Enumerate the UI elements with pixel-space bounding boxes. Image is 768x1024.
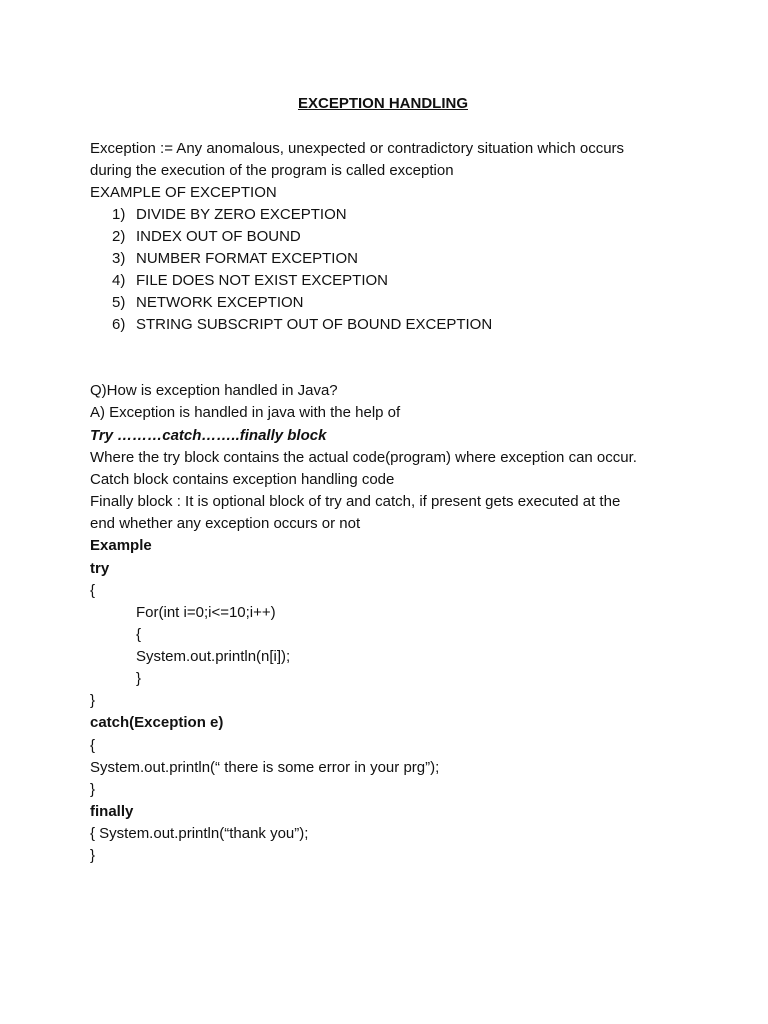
list-item: 6) STRING SUBSCRIPT OUT OF BOUND EXCEPTION <box>112 316 493 333</box>
code-line: { <box>90 582 96 599</box>
code-try-keyword: try <box>90 560 110 577</box>
catch-description: Catch block contains exception handling code <box>90 471 395 488</box>
code-line: } <box>136 670 142 687</box>
list-item: 2) INDEX OUT OF BOUND <box>112 228 301 245</box>
code-catch-keyword: catch(Exception e) <box>90 714 224 731</box>
code-line: System.out.println(n[i]); <box>136 648 291 665</box>
blocks-line: Try ………catch……..finally block <box>90 427 327 444</box>
definition-line-1: Exception := Any anomalous, unexpected or contradictory situation which occurs <box>90 140 625 157</box>
finally-description-2: end whether any exception occurs or not <box>90 515 361 532</box>
question-line: Q)How is exception handled in Java? <box>90 382 338 399</box>
code-line: { <box>136 626 142 643</box>
code-line: { <box>90 737 96 754</box>
list-item: 5) NETWORK EXCEPTION <box>112 294 304 311</box>
examples-heading: EXAMPLE OF EXCEPTION <box>90 184 277 201</box>
list-item: 4) FILE DOES NOT EXIST EXCEPTION <box>112 272 389 289</box>
finally-description-1: Finally block : It is optional block of try and catch, if present gets executed at the <box>90 493 621 510</box>
definition-line-2: during the execution of the program is called exception <box>90 162 454 179</box>
list-item: 1) DIVIDE BY ZERO EXCEPTION <box>112 206 347 223</box>
code-line: } <box>90 781 96 798</box>
code-line: { System.out.println(“thank you”); <box>90 825 309 842</box>
page-title: EXCEPTION HANDLING <box>297 95 468 112</box>
code-line: } <box>90 847 96 864</box>
code-line: System.out.println(“ there is some error in your prg”); <box>90 759 440 776</box>
list-item: 3) NUMBER FORMAT EXCEPTION <box>112 250 358 267</box>
code-finally-keyword: finally <box>90 803 134 820</box>
try-description: Where the try block contains the actual code(program) where exception can occur. <box>90 449 637 466</box>
code-line: } <box>90 692 96 709</box>
answer-line: A) Exception is handled in java with the help of <box>90 404 401 421</box>
example-heading: Example <box>90 537 152 554</box>
code-line: For(int i=0;i<=10;i++) <box>136 604 276 621</box>
